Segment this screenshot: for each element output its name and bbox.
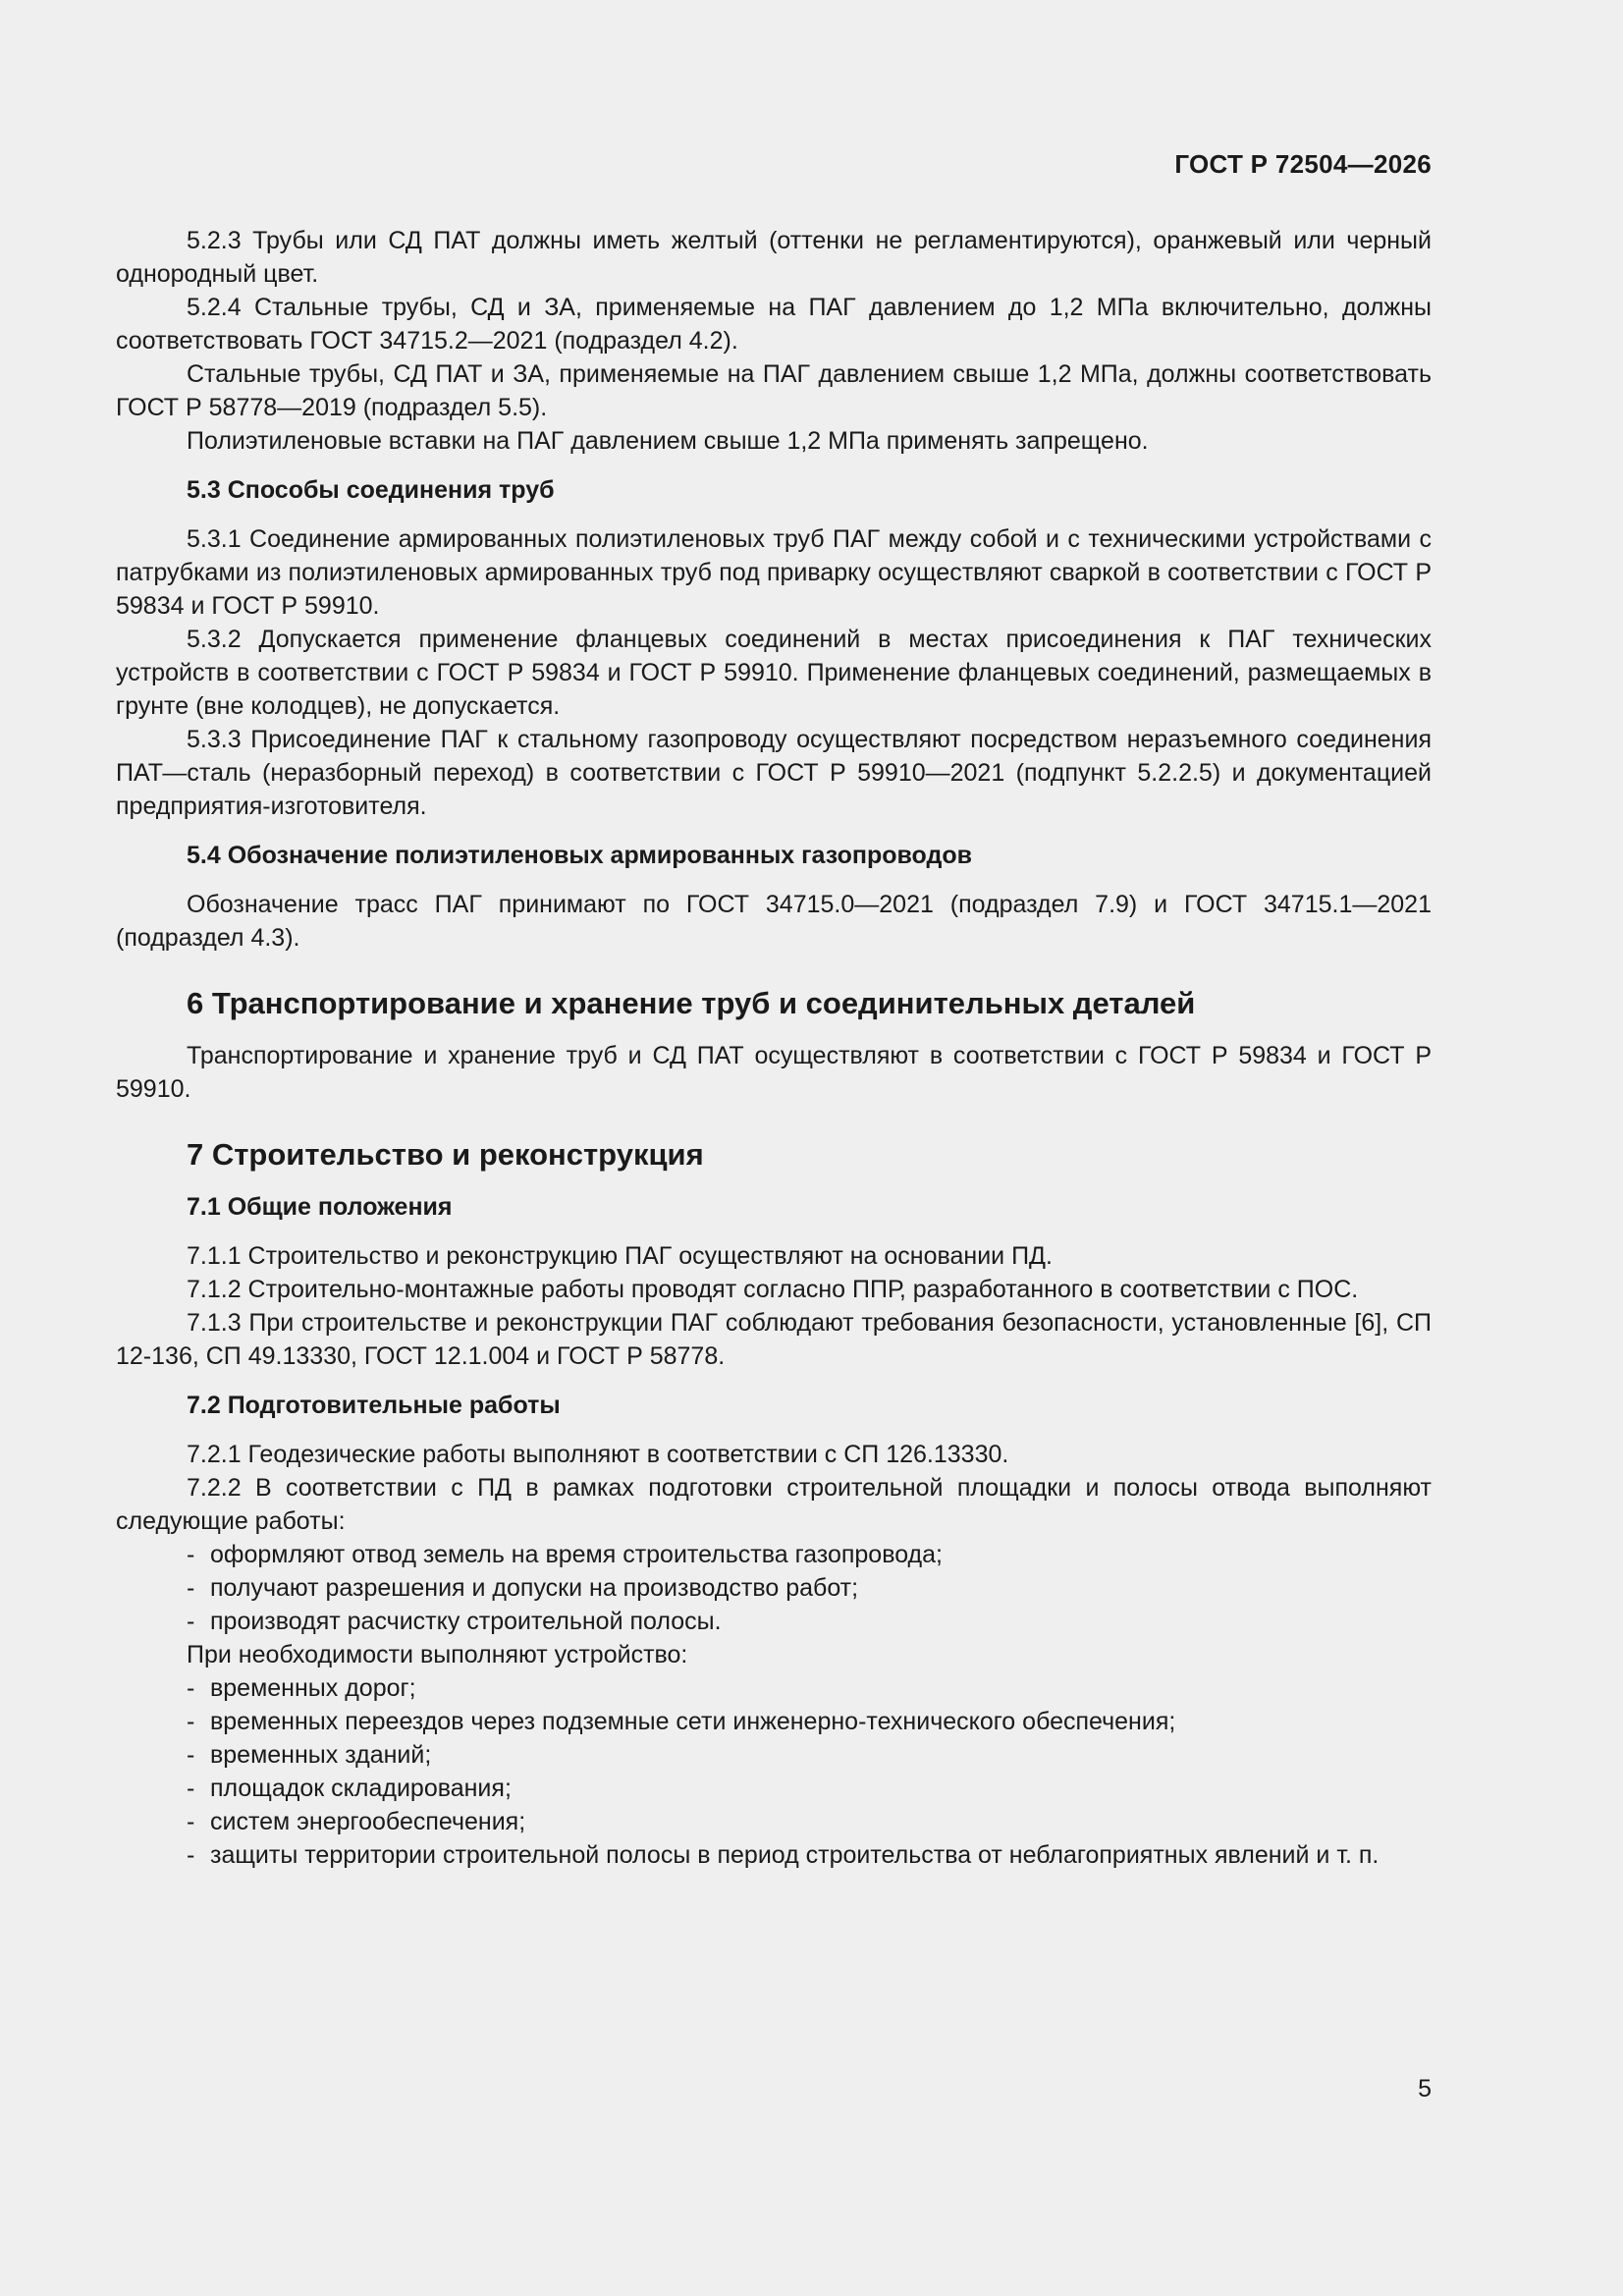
list-item	[116, 1605, 1432, 1638]
list-item-text: оформляют отвод земель на время строительства газопровода;	[210, 1541, 943, 1568]
list-dash: -	[187, 1708, 195, 1735]
list-item	[116, 1772, 1432, 1805]
paragraph-5-2-3: 5.2.3 Трубы или СД ПАТ должны иметь желтый (оттенки не регламентируются), оранжевый или черный однородный цвет.	[116, 227, 1432, 288]
heading-7-2: 7.2 Подготовительные работы	[187, 1392, 561, 1419]
list-item-text: защиты территории строительной полосы в период строительства от неблагоприятных явлений и т. п.	[210, 1841, 1380, 1869]
document-header: ГОСТ Р 72504—2026	[1174, 149, 1432, 179]
paragraph-7-1-1: 7.1.1 Строительство и реконструкцию ПАГ осуществляют на основании ПД.	[187, 1242, 1053, 1270]
list-dash: -	[187, 1775, 195, 1802]
list-dash: -	[187, 1541, 195, 1568]
paragraph-5-4: Обозначение трасс ПАГ принимают по ГОСТ 34715.0—2021 (подраздел 7.9) и ГОСТ 34715.1—2021 (подраздел 4.3).	[116, 891, 1432, 952]
paragraph-5-2-4-inserts: Полиэтиленовые вставки на ПАГ давлением свыше 1,2 МПа применять запрещено.	[187, 427, 1149, 455]
list-item-text: временных дорог;	[210, 1674, 416, 1702]
list-item-text: производят расчистку строительной полосы.	[210, 1608, 722, 1635]
list-item-text: систем энергообеспечения;	[210, 1808, 526, 1835]
paragraph-5-2-4-steel: Стальные трубы, СД ПАТ и ЗА, применяемые на ПАГ давлением свыше 1,2 МПа, должны соответствовать ГОСТ Р 58778—2019 (подраздел 5.5).	[116, 360, 1432, 421]
list-item-text: площадок складирования;	[210, 1775, 512, 1802]
list-item-text: временных зданий;	[210, 1741, 432, 1769]
list-item	[116, 1705, 1432, 1738]
paragraph-7-2-2-optional: При необходимости выполняют устройство:	[187, 1641, 688, 1668]
paragraph-5-3-3: 5.3.3 Присоединение ПАГ к стальному газопроводу осуществляют посредством неразъемного соединения ПАТ—сталь (неразборный переход) в соответствии с ГОСТ Р 59910—2021 (подпункт 5.2.2.5) и документацией предприятия-изготовителя.	[116, 726, 1432, 820]
list-item	[116, 1671, 1432, 1705]
list-dash: -	[187, 1608, 195, 1635]
heading-section-7: 7 Строительство и реконструкция	[187, 1137, 704, 1172]
list-item	[116, 1738, 1432, 1772]
list-item	[116, 1838, 1432, 1872]
paragraph-7-2-2: 7.2.2 В соответствии с ПД в рамках подготовки строительной площадки и полосы отвода выполняют следующие работы:	[116, 1474, 1432, 1535]
heading-section-6: 6 Транспортирование и хранение труб и соединительных деталей	[187, 986, 1196, 1020]
heading-5-3: 5.3 Способы соединения труб	[187, 476, 555, 504]
list-dash: -	[187, 1808, 195, 1835]
paragraph-7-1-2: 7.1.2 Строительно-монтажные работы проводят согласно ППР, разработанного в соответствии с ПОС.	[187, 1276, 1359, 1303]
paragraph-5-2-4: 5.2.4 Стальные трубы, СД и ЗА, применяемые на ПАГ давлением до 1,2 МПа включительно, должны соответствовать ГОСТ 34715.2—2021 (подраздел 4.2).	[116, 294, 1432, 355]
document-body	[116, 224, 1432, 1872]
list-dash: -	[187, 1574, 195, 1602]
heading-5-4: 5.4 Обозначение полиэтиленовых армированных газопроводов	[187, 842, 972, 869]
paragraph-7-2-1: 7.2.1 Геодезические работы выполняют в соответствии с СП 126.13330.	[187, 1441, 1009, 1468]
paragraph-5-3-1: 5.3.1 Соединение армированных полиэтиленовых труб ПАГ между собой и с техническими устройствами с патрубками из полиэтиленовых армированных труб под приварку осуществляют сваркой в соответствии с ГОСТ Р 59834 и ГОСТ Р 59910.	[116, 525, 1432, 620]
page-number: 5	[1418, 2075, 1432, 2103]
list-item	[116, 1538, 1432, 1571]
list-dash: -	[187, 1741, 195, 1769]
list-item-text: временных переездов через подземные сети инженерно-технического обеспечения;	[210, 1708, 1176, 1735]
list-dash: -	[187, 1674, 195, 1702]
list-item	[116, 1805, 1432, 1838]
list-item-text: получают разрешения и допуски на производство работ;	[210, 1574, 859, 1602]
heading-7-1: 7.1 Общие положения	[187, 1193, 453, 1221]
paragraph-7-1-3: 7.1.3 При строительстве и реконструкции ПАГ соблюдают требования безопасности, установленные [6], СП 12-136, СП 49.13330, ГОСТ 12.1.004 и ГОСТ Р 58778.	[116, 1309, 1432, 1370]
list-item	[116, 1571, 1432, 1605]
paragraph-5-3-2: 5.3.2 Допускается применение фланцевых соединений в местах присоединения к ПАГ технических устройств в соответствии с ГОСТ Р 59834 и ГОСТ Р 59910. Применение фланцевых соединений, размещаемых в грунте (вне колодцев), не допускается.	[116, 626, 1432, 720]
list-dash: -	[187, 1841, 195, 1869]
paragraph-6: Транспортирование и хранение труб и СД ПАТ осуществляют в соответствии с ГОСТ Р 59834 и ГОСТ Р 59910.	[116, 1042, 1432, 1103]
